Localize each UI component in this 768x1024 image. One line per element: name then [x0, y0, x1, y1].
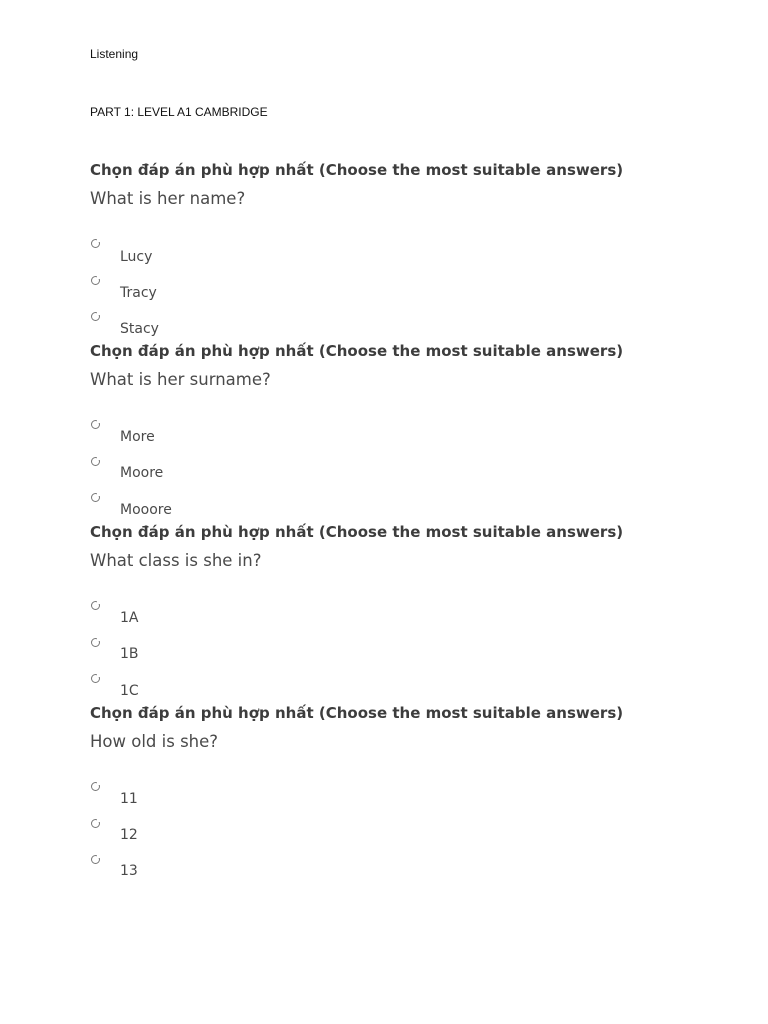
- option-label[interactable]: 1B: [120, 646, 139, 662]
- option-label[interactable]: 13: [120, 863, 138, 879]
- section-label: Listening: [90, 47, 139, 61]
- option-label[interactable]: 12: [120, 827, 138, 843]
- question-instruction: Chọn đáp án phù hợp nhất (Choose the most suitable answers): [90, 342, 624, 360]
- option-label[interactable]: 1A: [120, 610, 139, 626]
- radio-option-moore[interactable]: [91, 457, 100, 466]
- question-instruction: Chọn đáp án phù hợp nhất (Choose the most suitable answers): [90, 704, 624, 722]
- radio-option-1c[interactable]: [91, 674, 100, 683]
- radio-option-11[interactable]: [91, 782, 100, 791]
- option-label[interactable]: 1C: [120, 683, 139, 699]
- question-text: What class is she in?: [90, 551, 262, 570]
- option-label[interactable]: Moore: [120, 465, 164, 481]
- option-label[interactable]: 11: [120, 791, 138, 807]
- part-title: PART 1: LEVEL A1 CAMBRIDGE: [90, 105, 268, 119]
- option-label[interactable]: Stacy: [120, 321, 159, 337]
- radio-option-mooore[interactable]: [91, 493, 100, 502]
- question-instruction: Chọn đáp án phù hợp nhất (Choose the most suitable answers): [90, 161, 624, 179]
- radio-option-lucy[interactable]: [91, 239, 100, 248]
- radio-option-13[interactable]: [91, 855, 100, 864]
- question-instruction: Chọn đáp án phù hợp nhất (Choose the most suitable answers): [90, 523, 624, 541]
- option-label[interactable]: More: [120, 429, 155, 445]
- radio-option-stacy[interactable]: [91, 312, 100, 321]
- radio-option-1a[interactable]: [91, 601, 100, 610]
- radio-option-1b[interactable]: [91, 638, 100, 647]
- radio-option-12[interactable]: [91, 819, 100, 828]
- radio-option-tracy[interactable]: [91, 276, 100, 285]
- radio-option-more[interactable]: [91, 420, 100, 429]
- question-text: How old is she?: [90, 732, 219, 751]
- question-text: What is her surname?: [90, 370, 271, 389]
- option-label[interactable]: Mooore: [120, 502, 172, 518]
- option-label[interactable]: Lucy: [120, 249, 153, 265]
- option-label[interactable]: Tracy: [120, 285, 157, 301]
- question-text: What is her name?: [90, 189, 246, 208]
